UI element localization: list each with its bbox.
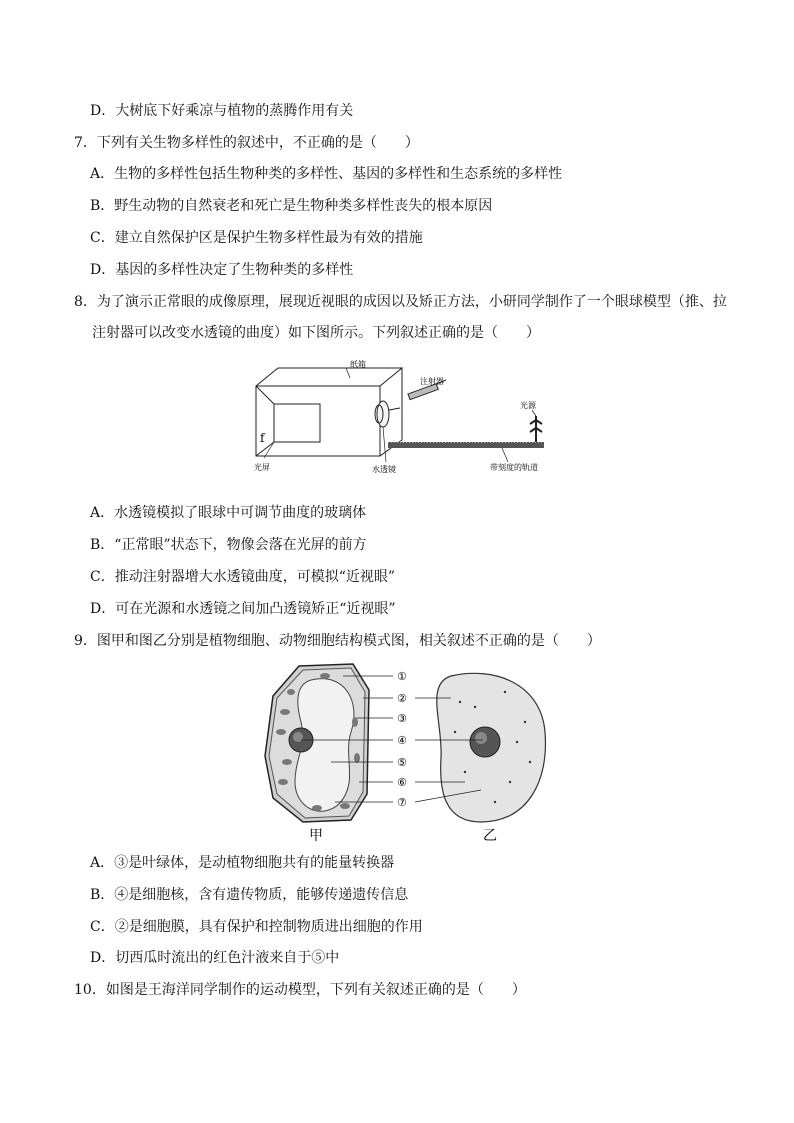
q9-option-b: B．④是细胞核，含有遗传物质，能够传递遗传信息 <box>90 887 409 903</box>
eye-model-figure <box>250 358 550 486</box>
label-7: ⑦ <box>397 796 407 809</box>
q7-option-c: C．建立自然保护区是保护生物多样性最为有效的措施 <box>90 230 423 246</box>
label-5: ⑤ <box>397 756 407 769</box>
q9-option-d: D．切西瓜时流出的红色汁液来自于⑤中 <box>90 950 340 966</box>
cell-structure-figure <box>255 662 555 846</box>
label-screen: 光屏 <box>254 463 270 472</box>
label-1: ① <box>397 670 407 683</box>
label-syringe: 注射器 <box>420 377 444 386</box>
label-water-lens: 水透镜 <box>372 465 396 474</box>
q9-stem: 9．图甲和图乙分别是植物细胞、动物细胞结构模式图，相关叙述不正确的是（ ） <box>74 633 601 649</box>
label-6: ⑥ <box>397 776 407 789</box>
label-4: ④ <box>397 734 407 747</box>
q8-stem-line1: 8．为了演示正常眼的成像原理，展现近视眼的成因以及矫正方法，小研同学制作了一个眼球模型（推、拉 <box>74 294 727 310</box>
q7-option-d: D．基因的多样性决定了生物种类的多样性 <box>90 262 354 278</box>
image-f-letter: f <box>260 431 265 445</box>
light-source <box>530 416 542 442</box>
label-paper-box: 纸箱 <box>350 360 366 369</box>
water-lens <box>375 401 389 427</box>
q6-option-d: D．大树底下好乘凉与植物的蒸腾作用有关 <box>90 103 354 119</box>
graduated-track <box>388 442 544 448</box>
q9-option-a: A．③是叶绿体，是动植物细胞共有的能量转换器 <box>90 855 395 871</box>
q8-option-d: D．可在光源和水透镜之间加凸透镜矫正“近视眼” <box>90 601 396 617</box>
q8-option-c: C．推动注射器增大水透镜曲度，可模拟“近视眼” <box>90 569 396 585</box>
label-2: ② <box>397 692 407 705</box>
q7-stem: 7．下列有关生物多样性的叙述中，不正确的是（ ） <box>74 135 419 151</box>
label-3: ③ <box>397 712 407 725</box>
animal-cell <box>437 673 546 822</box>
label-light-source: 光源 <box>520 401 536 410</box>
q8-option-a: A．水透镜模拟了眼球中可调节曲度的玻璃体 <box>90 505 367 521</box>
caption-plant-cell: 甲 <box>309 828 323 844</box>
caption-animal-cell: 乙 <box>483 828 497 844</box>
q10-stem: 10．如图是王海洋同学制作的运动模型，下列有关叙述正确的是（ ） <box>74 982 526 998</box>
q9-option-c: C．②是细胞膜，具有保护和控制物质进出细胞的作用 <box>90 919 423 935</box>
q7-option-a: A．生物的多样性包括生物种类的多样性、基因的多样性和生态系统的多样性 <box>90 166 563 182</box>
plant-cell <box>265 664 369 822</box>
q7-option-b: B．野生动物的自然衰老和死亡是生物种类多样性丧失的根本原因 <box>90 198 493 214</box>
q8-stem-line2: 注射器可以改变水透镜的曲度）如下图所示。下列叙述正确的是（ ） <box>92 325 540 341</box>
q8-option-b: B．“正常眼”状态下，物像会落在光屏的前方 <box>90 537 367 553</box>
label-track: 带刻度的轨道 <box>490 463 538 472</box>
